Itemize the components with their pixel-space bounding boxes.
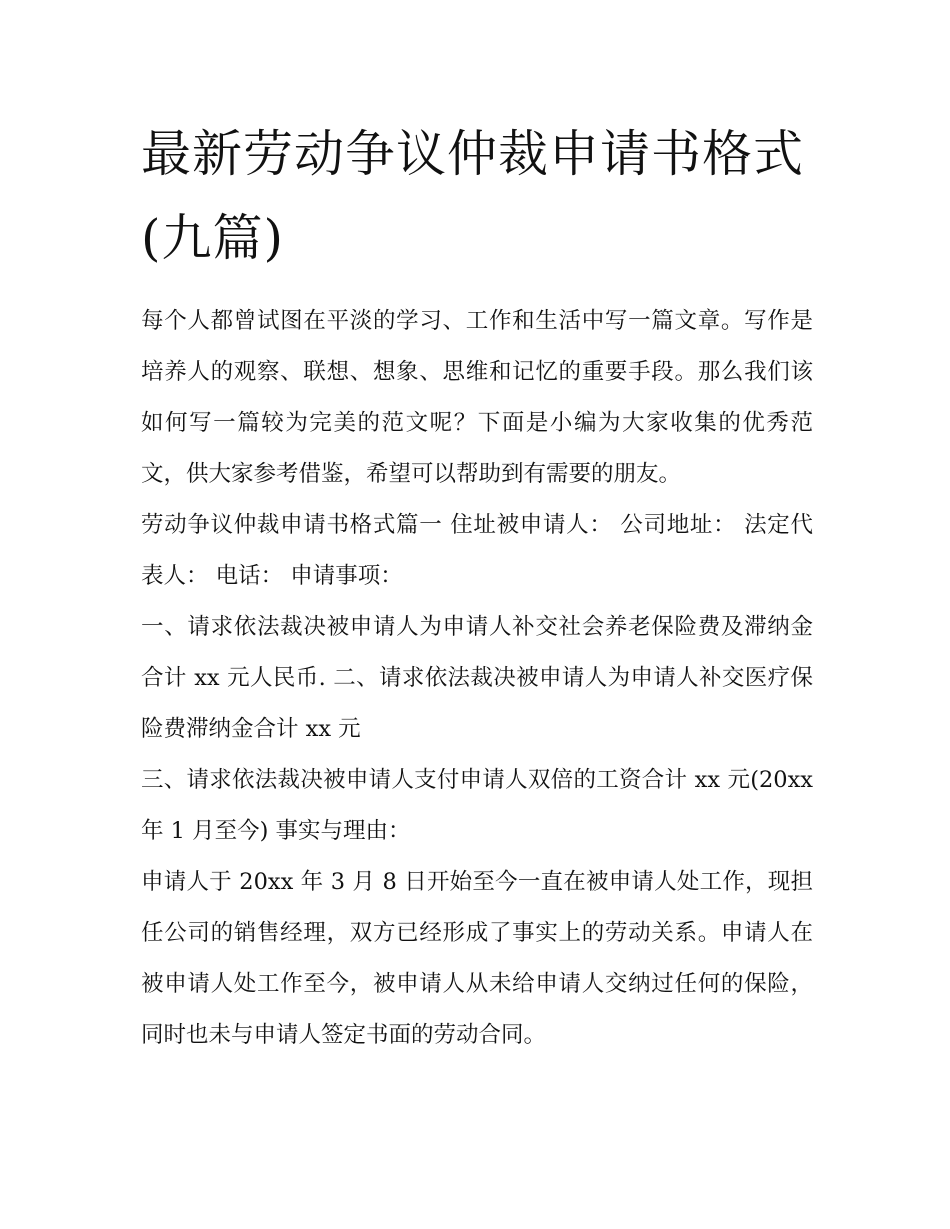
section-heading-paragraph: 劳动争议仲裁申请书格式篇一 住址被申请人： 公司地址： 法定代表人： 电话： 申请事项： (141, 512, 813, 589)
facts-paragraph: 申请人于 20xx 年 3 月 8 日开始至今一直在被申请人处工作，现担任公司的销售经理，双方已经形成了事实上的劳动关系。申请人在被申请人处工作至今，被申请人从未给申请人交纳过任何的保险，同时也未与申请人签定书面的劳动合同。 (141, 869, 813, 1048)
document-title: 最新劳动争议仲裁申请书格式(九篇) (141, 125, 804, 267)
document-page (141, 112, 813, 1061)
claim-three-paragraph: 三、请求依法裁决被申请人支付申请人双倍的工资合计 xx 元(20xx 年 1 月至今) 事实与理由： (141, 767, 813, 844)
claim-one-two-paragraph: 一、请求依法裁决被申请人为申请人补交社会养老保险费及滞纳金合计 xx 元人民币. 二、请求依法裁决被申请人为申请人补交医疗保险费滞纳金合计 xx 元 (141, 614, 813, 742)
intro-paragraph: 每个人都曾试图在平淡的学习、工作和生活中写一篇文章。写作是培养人的观察、联想、想象、思维和记忆的重要手段。那么我们该如何写一篇较为完美的范文呢？下面是小编为大家收集的优秀范文，供大家参考借鉴，希望可以帮助到有需要的朋友。 (141, 308, 813, 487)
